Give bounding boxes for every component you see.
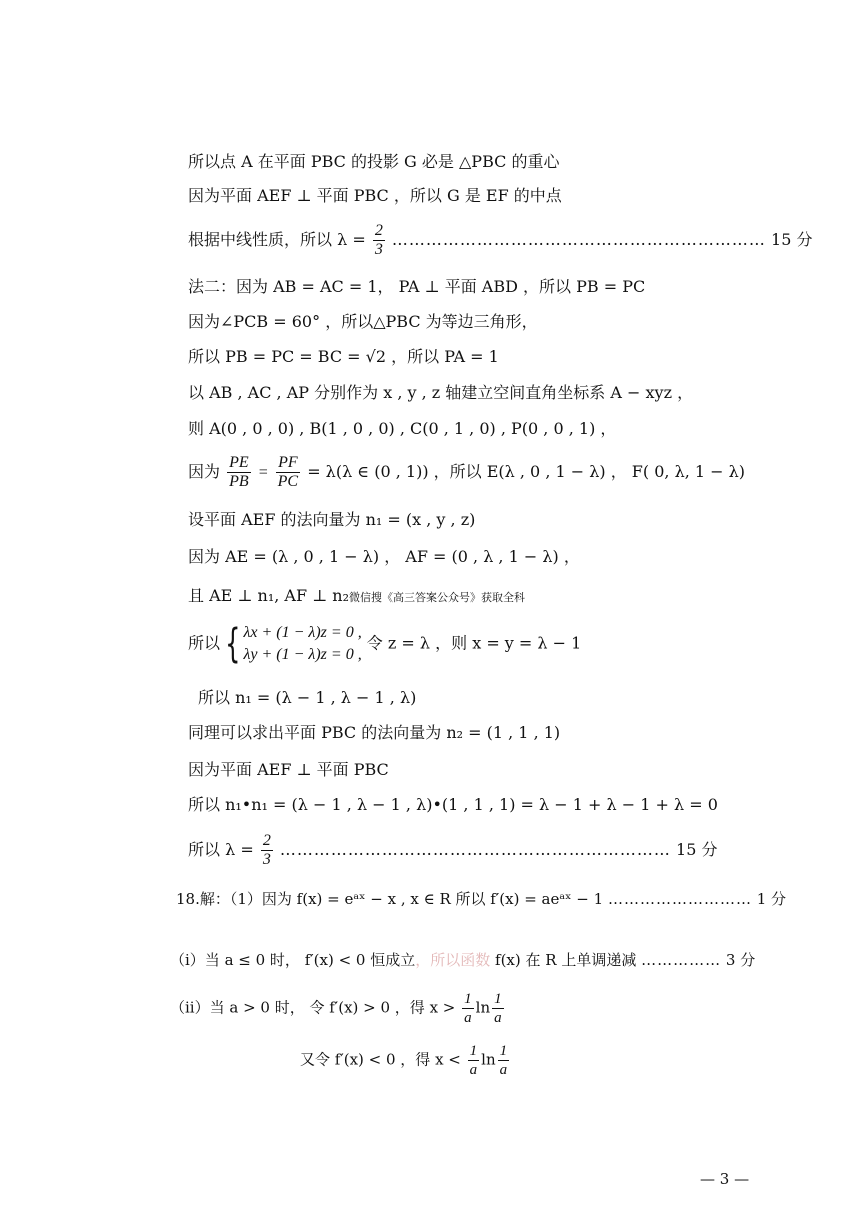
line-vectors-ae-af: 因为 AE = (λ , 0 , 1 − λ) ， AF = (0 , λ , 1 − λ) ， bbox=[188, 547, 580, 566]
line-case-ii: （ii）当 a > 0 时， 令 f′(x) > 0 ，得 x > $\frac{1}{a}$ ln $\frac{1}{a}$ bbox=[170, 991, 502, 1026]
line-normal-vector-pbc: 同理可以求出平面 PBC 的法向量为 n₂ = (1 , 1 , 1) bbox=[188, 723, 561, 742]
line-coordinate-system: 以 AB , AC , AP 分别作为 x , y , z 轴建立空间直角坐标系 A − xyz ， bbox=[188, 383, 694, 402]
line-dot-product: 所以 n₁•n₁ = (λ − 1 , λ − 1 , λ)•(1 , 1 , 1) = λ − 1 + λ − 1 + λ = 0 bbox=[188, 795, 718, 814]
line-ratio: 因为 $\frac{PE}{PB}$ = $\frac{PF}{PC}$ = λ(λ ∈ (0 , 1)) ，所以 E(λ , 0 , 1 − λ) ， F( 0, λ, 1 − λ) bbox=[188, 454, 746, 490]
line-midpoint: 因为平面 AEF ⊥ 平面 PBC ，所以 G 是 EF 的中点 bbox=[188, 186, 562, 205]
line-equation-system: 所以 { λx + (1 − λ)z = 0 , λy + (1 − λ)z = 0 , 令 z = λ ，则 x = y = λ − 1 bbox=[188, 621, 582, 667]
line-q18-derivative: 18.解：（1）因为 f(x) = eᵃˣ − x , x ∈ R 所以 f′(x) = aeᵃˣ − 1 ……………………… 1 分 bbox=[176, 890, 787, 908]
line-median-property bbox=[188, 222, 812, 259]
line-n1-result: 所以 n₁ = (λ − 1 , λ − 1 , λ) bbox=[198, 688, 417, 707]
equation-rows: λx + (1 − λ)z = 0 , λy + (1 − λ)z = 0 , bbox=[243, 624, 362, 663]
fraction-pe-pb: $\frac{PE}{PB}$ bbox=[229, 454, 249, 490]
line-lambda-result: 所以 λ = $\frac{2}{3}$ …………………………………………………………… 15 分 bbox=[188, 832, 718, 868]
line-method-two: 法二：因为 AB = AC = 1， PA ⊥ 平面 ABD ，所以 PB = PC bbox=[188, 277, 646, 296]
line-plane-perpendicular: 因为平面 AEF ⊥ 平面 PBC bbox=[188, 760, 389, 779]
line-centroid: 所以点 A 在平面 PBC 的投影 G 必是 △PBC 的重心 bbox=[188, 152, 560, 171]
line-normal-vector-aef: 设平面 AEF 的法向量为 n₁ = (x , y , z) bbox=[188, 510, 476, 529]
wechat-note: 微信搜《高三答案公众号》获取全科 bbox=[349, 591, 526, 604]
line-case-ii-negative: 又令 f′(x) < 0 ，得 x < $\frac{1}{a}$ ln $\frac{1}{a}$ bbox=[300, 1043, 508, 1078]
fraction-two-thirds: $\frac{2}{3}$ bbox=[374, 222, 383, 258]
leader-dots-2: …………………………………………………………… bbox=[279, 840, 671, 859]
watermark-text: ，所以函数 bbox=[415, 951, 491, 969]
score-label: 15 分 bbox=[771, 230, 813, 249]
line-pb-pc-bc: 所以 PB = PC = BC = √2 ，所以 PA = 1 bbox=[188, 347, 499, 366]
left-brace: { bbox=[225, 621, 241, 667]
leader-dots: ………………………………………………………… bbox=[391, 230, 766, 249]
line-perpendicular: 且 AE ⊥ n₁, AF ⊥ n₂微信搜《高三答案公众号》获取全科 bbox=[188, 586, 526, 605]
page-number: — 3 — bbox=[700, 1170, 750, 1188]
line-angle-pcb: 因为∠PCB = 60° ，所以△PBC 为等边三角形， bbox=[188, 312, 538, 331]
line-points: 则 A(0 , 0 , 0) , B(1 , 0 , 0) , C(0 , 1 , 0) , P(0 , 0 , 1) ， bbox=[188, 419, 617, 438]
fraction-pf-pc: $\frac{PF}{PC}$ bbox=[277, 454, 299, 490]
median-text: 根据中线性质，所以 λ = bbox=[188, 230, 366, 249]
fraction-two-thirds-2: $\frac{2}{3}$ bbox=[262, 832, 271, 868]
score-label-2: 15 分 bbox=[676, 840, 718, 859]
line-case-i: （i）当 a ≤ 0 时， f′(x) < 0 恒成立，所以函数 f(x) 在 R 上单调递减 …………… 3 分 bbox=[170, 951, 756, 969]
